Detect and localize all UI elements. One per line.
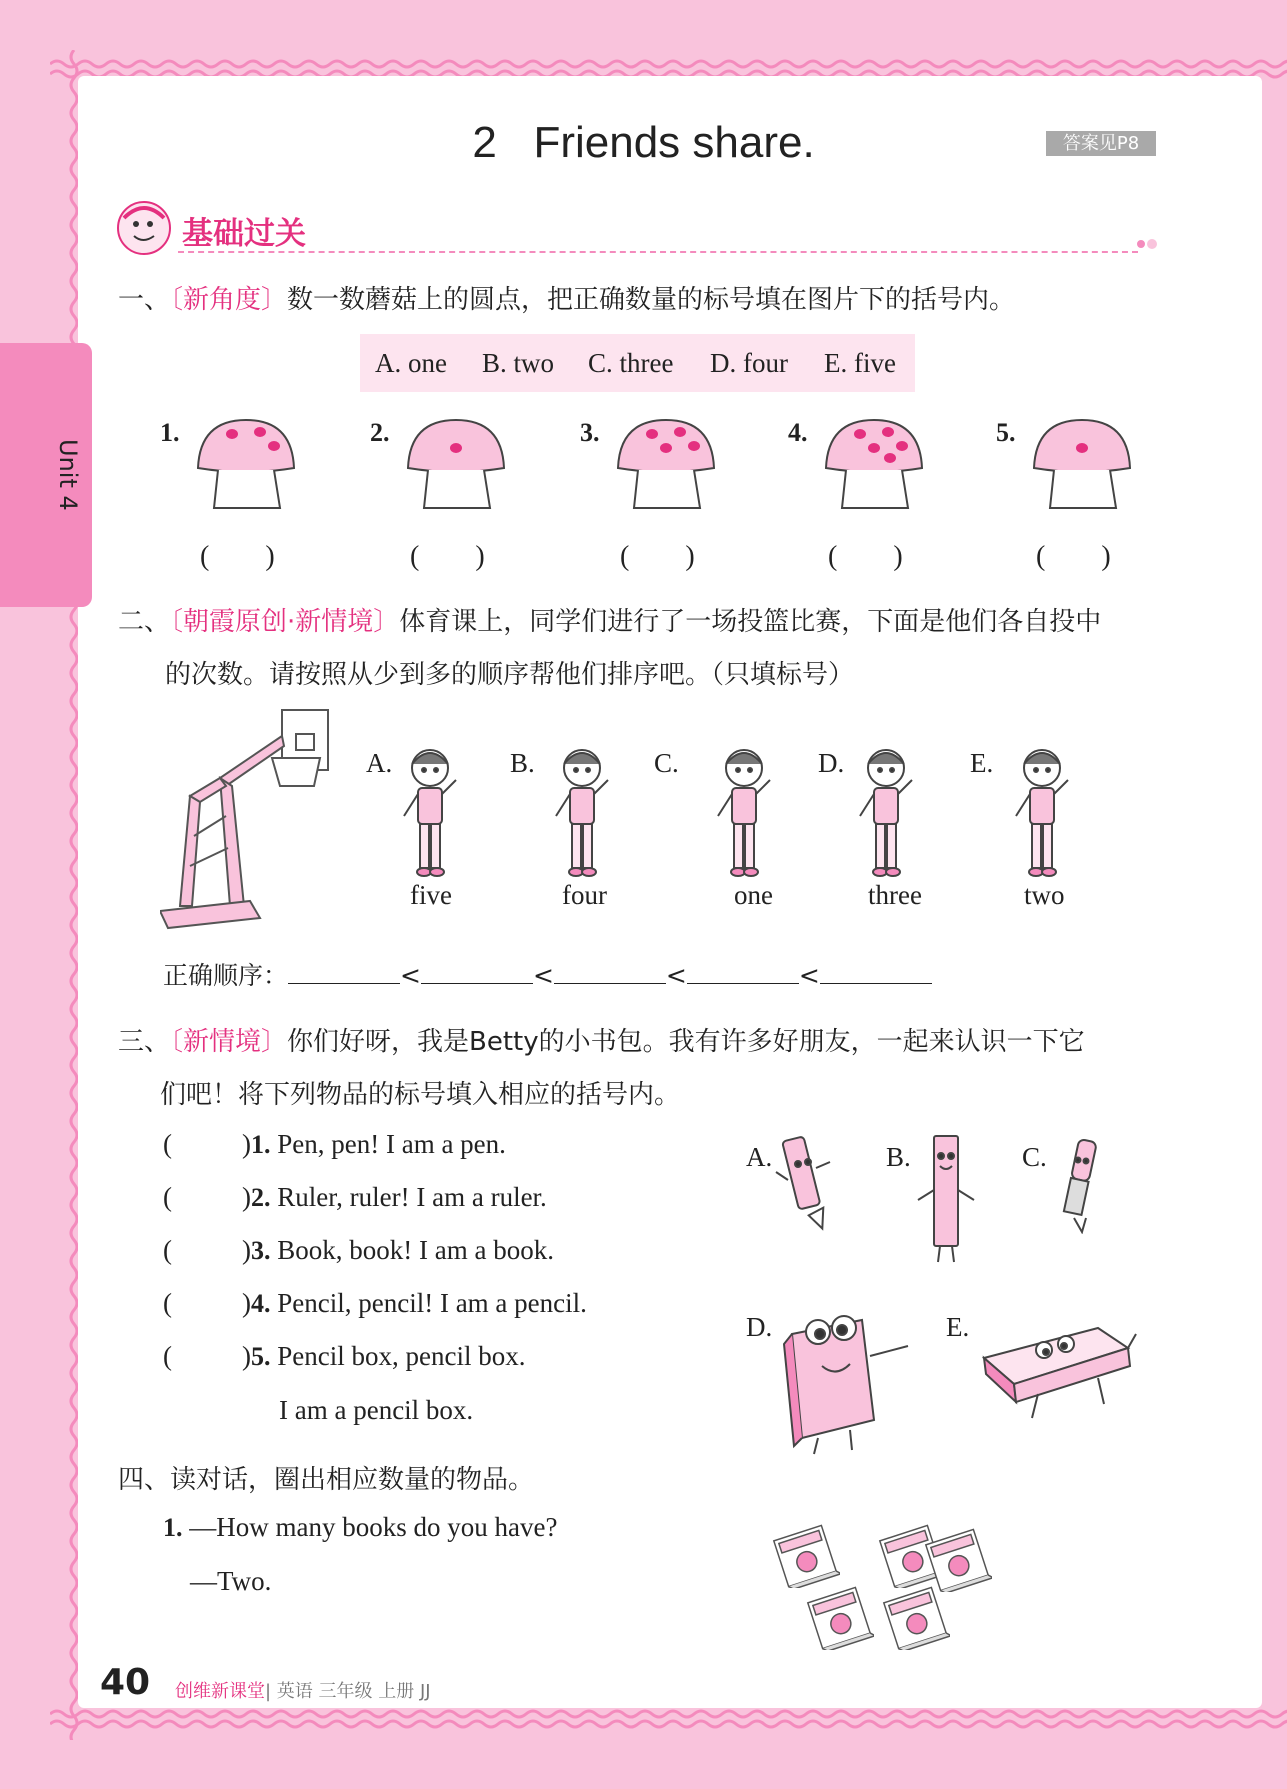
mushroom-dot [688,441,700,451]
book-icon[interactable] [922,1528,992,1592]
mushroom-dot [226,429,238,439]
answer-bracket-open[interactable]: ( [163,1129,172,1159]
sentence-number: 1. [251,1130,271,1159]
picture-label-b: B. [886,1142,911,1172]
child-figure-icon [1012,746,1092,882]
q4-dialog-number: 1. [163,1513,183,1542]
sentence-text: Pencil box, pencil box. [277,1341,526,1371]
child-figure-icon [856,746,936,882]
q1-option: D. four [710,348,788,378]
q2-instruction-line1 [118,601,1101,638]
sentence-number: 5. [251,1342,271,1371]
kid-letter: B. [510,748,535,778]
mushroom-number: 2. [370,418,390,447]
answer-bracket-open[interactable]: ( [163,1182,172,1212]
answer-bracket[interactable]: ( ) [200,541,275,572]
order-blank[interactable] [820,961,932,984]
book-icon[interactable] [804,1586,874,1650]
pencil-character-icon [772,1132,832,1232]
footer-info: | 英语 三年级 上册 JJ [265,1681,431,1702]
q3-instruction-line2: 们吧！将下列物品的标号填入相应的括号内。 [160,1080,681,1110]
book-icon[interactable] [880,1586,950,1650]
ruler-character-icon [910,1130,980,1270]
mushroom-number: 5. [996,418,1016,447]
q3-sentence-row [163,1182,547,1213]
q4-answer: —Two. [190,1566,272,1596]
lt-sign: < [798,961,820,990]
lt-sign: < [532,961,554,990]
mushroom-icon [404,416,508,512]
kid-count-word: five [410,880,452,910]
kid-letter: A. [366,748,393,778]
basketball-hoop-icon [160,706,340,936]
mushroom-icon [822,416,926,512]
page-number: 40 [100,1662,151,1703]
child-figure-icon [714,746,794,882]
mushroom-icon [1030,416,1134,512]
answer-bracket-open[interactable]: ( [163,1235,172,1265]
answer-reference-badge: 答案见P8 [1046,131,1156,156]
picture-label-d: D. [746,1312,773,1342]
picture-label-e: E. [946,1312,970,1342]
mushroom-dot [254,427,266,437]
unit-tab-label: Unit 4 [54,439,82,511]
kid-count-word: three [868,880,922,910]
q2-instruction-line2: 的次数。请按照从少到多的顺序帮他们排序吧。（只填标号） [165,660,855,690]
mushroom-dot [268,441,280,451]
answer-bracket[interactable]: ( ) [828,541,903,572]
q2-number: 二、 [118,607,171,637]
mushroom-dot [854,429,866,439]
answer-bracket-close: ) [242,1129,251,1159]
q3-tag: 〔新情境〕 [170,1027,288,1057]
q4-instruction [118,1459,534,1496]
section-heading: 基础过关 [182,216,306,252]
q4-question [163,1512,557,1543]
answer-bracket-open[interactable]: ( [163,1341,172,1371]
q2-tag: 〔朝霞原创·新情境〕 [170,607,400,637]
lt-sign: < [400,961,421,990]
mushroom-number: 1. [160,418,180,447]
q3-instruction-line1 [118,1021,1085,1058]
mushroom-dot [660,443,672,453]
answer-bracket-close: ) [242,1341,251,1371]
sentence-number: 3. [251,1236,271,1265]
q4-text: 读对话，圈出相应数量的物品。 [170,1465,535,1495]
q1-option: A. one [375,348,447,378]
kid-count-word: four [562,880,607,910]
pencil-box-character-icon [978,1308,1138,1424]
q2-text: 体育课上，同学们进行了一场投篮比赛，下面是他们各自投中 [399,607,1102,637]
answer-bracket-close: ) [242,1182,251,1212]
q1-option: C. three [588,348,674,378]
picture-label-c: C. [1022,1142,1047,1172]
q1-number: 一、 [118,285,171,315]
sentence-number: 2. [251,1183,271,1212]
child-figure-icon [552,746,632,882]
kid-count-word: two [1024,880,1065,910]
q4-number: 四、 [118,1465,171,1495]
q4-question-text: —How many books do you have? [189,1512,558,1542]
q1-option: E. five [824,348,896,378]
picture-label-a: A. [746,1142,773,1172]
footer-text [175,1677,431,1703]
footer-brand: 创维新课堂 [175,1681,265,1702]
mushroom-icon [614,416,718,512]
q1-tag: 〔新角度〕 [170,285,288,315]
divider-dots-icon [1136,236,1160,252]
order-blank[interactable] [421,961,533,984]
q1-instruction [118,279,1015,316]
kid-letter: E. [970,748,994,778]
mushroom-dot [884,453,896,463]
section-divider [178,251,1138,253]
kid-letter: C. [654,748,679,778]
book-icon[interactable] [770,1524,840,1588]
book-character-icon [778,1306,920,1458]
sentence-number: 4. [251,1289,271,1318]
answer-bracket[interactable]: ( ) [1036,541,1111,572]
sentence-text: Pencil, pencil! I am a pencil. [277,1288,587,1318]
sentence-text: Book, book! I am a book. [277,1235,554,1265]
answer-bracket-open[interactable]: ( [163,1288,172,1318]
q3-sentence-row [163,1129,506,1160]
q2-order-label: 正确顺序： [163,961,289,990]
mushroom-dot [868,443,880,453]
mushroom-dot [1076,443,1088,453]
answer-bracket-close: ) [242,1288,251,1318]
mushroom-number: 3. [580,418,600,447]
pen-character-icon [1056,1134,1106,1234]
sentence-text: Ruler, ruler! I am a ruler. [277,1182,547,1212]
section-mascot-icon [116,200,172,256]
sentence-text: Pen, pen! I am a pen. [277,1129,506,1159]
q3-sentence-row [163,1341,525,1372]
page-title: 2 Friends share. [472,118,815,167]
q3-text: 你们好呀，我是Betty的小书包。我有许多好朋友，一起来认识一下它 [287,1027,1085,1057]
q3-sentence-row [163,1288,587,1319]
order-blank[interactable] [288,961,400,984]
mushroom-dot [674,427,686,437]
q1-text: 数一数蘑菇上的圆点，把正确数量的标号填在图片下的括号内。 [287,285,1016,315]
answer-bracket-close: ) [242,1235,251,1265]
child-figure-icon [400,746,480,882]
kid-letter: D. [818,748,845,778]
order-blank[interactable] [687,961,799,984]
lt-sign: < [665,961,687,990]
answer-bracket[interactable]: ( ) [620,541,695,572]
order-blank[interactable] [554,961,666,984]
q3-sentence-row [163,1235,554,1266]
q2-order-line [163,956,932,992]
q1-option: B. two [482,348,555,378]
mushroom-dot [896,441,908,451]
kid-count-word: one [734,880,773,910]
q3-number: 三、 [118,1027,171,1057]
mushroom-dot [450,443,462,453]
mushroom-dot [646,429,658,439]
mushroom-icon [194,416,298,512]
q3-sentence-5-line2: I am a pencil box. [279,1395,474,1425]
mushroom-number: 4. [788,418,808,447]
unit-tab [0,343,92,607]
answer-bracket[interactable]: ( ) [410,541,485,572]
mushroom-dot [882,427,894,437]
